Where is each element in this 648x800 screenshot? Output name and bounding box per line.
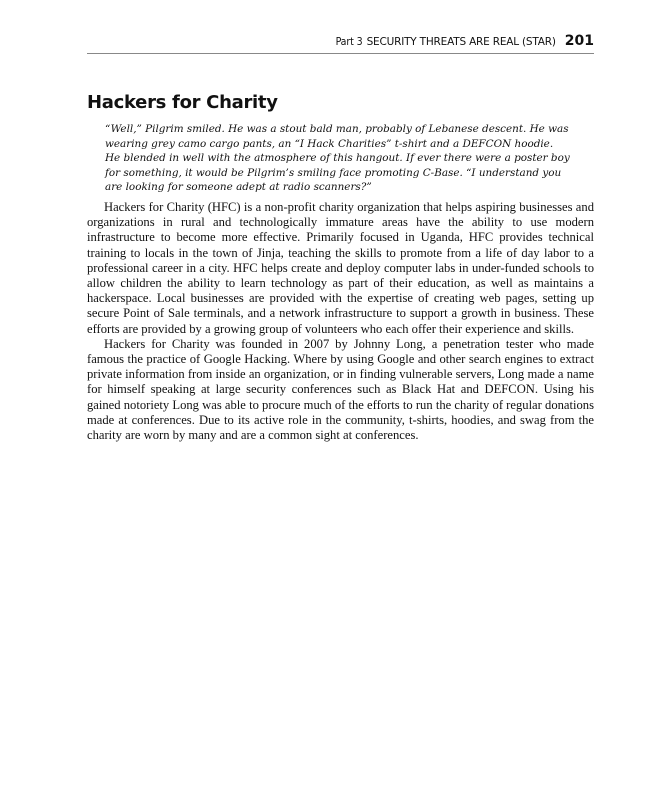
epigraph-quote: “Well,” Pilgrim smiled. He was a stout bald man, probably of Lebanese descent. He was wearing grey camo cargo pants, an “I Hack Charities” t-shirt and a DEFCON hoodie. He blended in well with the atmosphere of this hangout. If ever there were a poster boy for something, it would be Pilgrim’s smiling face promoting C-Base. “I understand you are looking for someone adept at radio scanners?” <box>105 123 570 194</box>
paragraph: Hackers for Charity was founded in 2007 by Johnny Long, a penetration tester who made famous the practice of Google Hacking. Where by using Google and other search engines to extract private information from inside an organization, or in finding vulnerable servers, Long made a name for himself speaking at large security conferences such as Black Hat and DEFCON. Using his gained notoriety Long was able to procure much of the efforts to run the charity of regular donations made at conferences. Due to its active role in the community, t-shirts, hoodies, and swag from the charity are worn by many and are a common sight at conferences. <box>87 336 594 443</box>
running-header <box>87 33 594 55</box>
header-divider <box>87 53 594 54</box>
section-heading: Hackers for Charity <box>87 92 278 113</box>
page-number: 201 <box>564 33 594 49</box>
part-label: Part 3 <box>335 36 363 48</box>
paragraph: Hackers for Charity (HFC) is a non-profit charity organization that helps aspiring businesses and organizations in rural and technologically immature areas have the ability to use modern infrastructure to become more effective. Primarily focused in Uganda, HFC provides technical training to locals in the town of Jinja, teaching the skills to promote from a life of day labor to a professional career in a city. HFC helps create and deploy computer labs in under-funded schools to allow children the ability to learn technology as part of their education, as well as maintains a hackerspace. Local businesses are provided with the expertise of creating web pages, setting up secure Point of Sale terminals, and a network infrastructure to support a growth in business. These efforts are provided by a growing group of volunteers who each offer their experience and skills. <box>87 200 594 336</box>
part-title: SECURITY THREATS ARE REAL (STAR) <box>366 36 556 48</box>
body-text <box>87 200 594 443</box>
